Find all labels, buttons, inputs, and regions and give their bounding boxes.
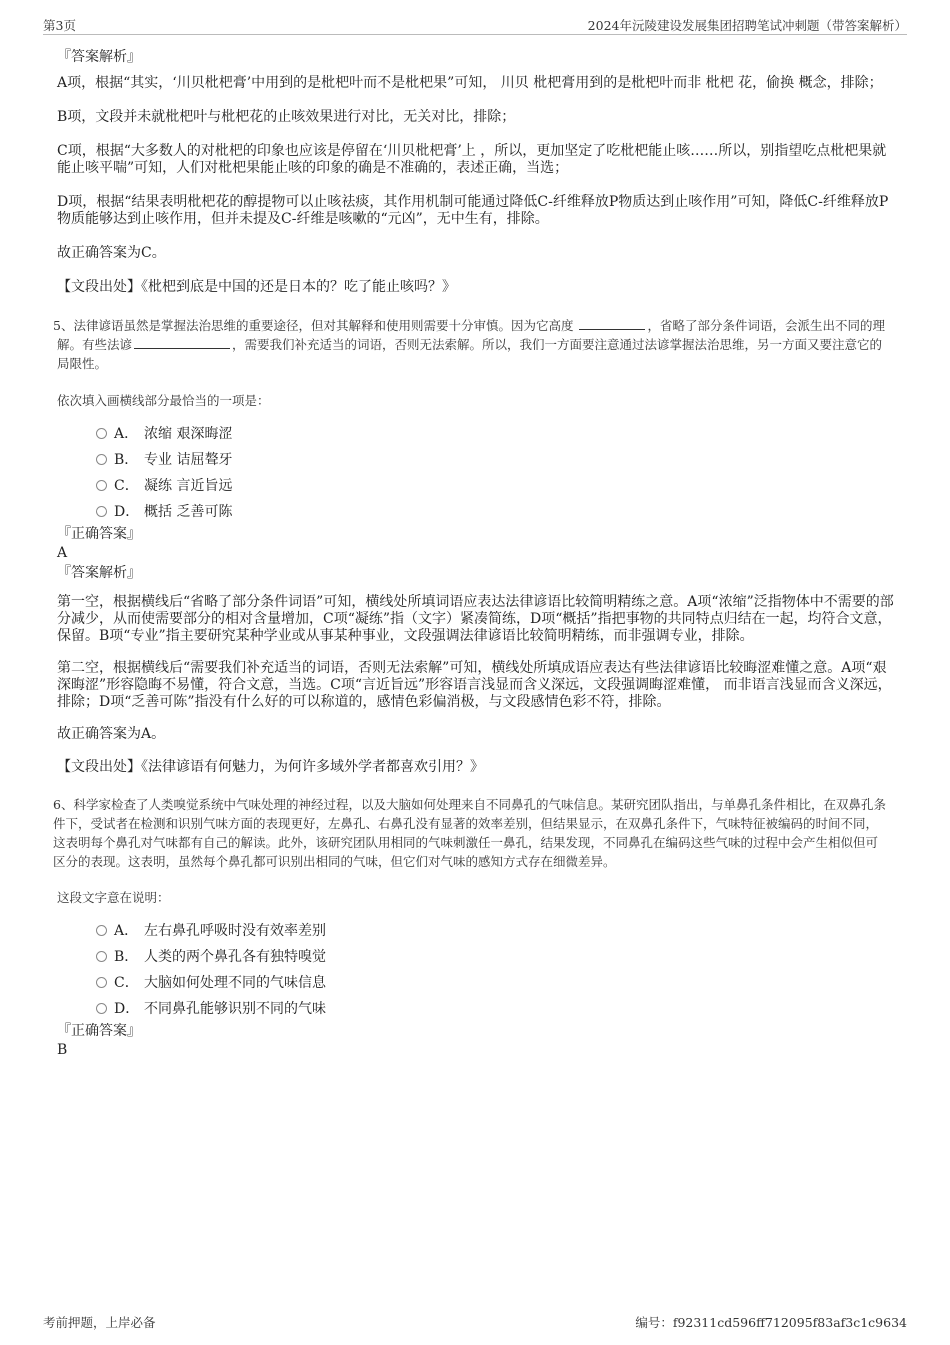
q5-blank-1 (579, 318, 645, 330)
q5-stem (53, 316, 894, 373)
q6-option-b[interactable]: B． 人类的两个鼻孔各有独特嗅觉 (57, 947, 894, 973)
q6-answer-label: 『正确答案』 (57, 1023, 141, 1039)
q6-option-d[interactable]: D． 不同鼻孔能够识别不同的气味 (57, 999, 894, 1025)
page-content (53, 47, 894, 1059)
q5-option-b[interactable]: B． 专业 诘屈聱牙 (57, 450, 894, 476)
footer-slogan: 考前押题，上岸必备 (43, 1315, 156, 1330)
page-number: 第3页 (43, 18, 76, 33)
q5-answer-label: 『正确答案』 (57, 526, 141, 542)
q5-blank-2 (134, 337, 230, 349)
q5-analysis-2: 第二空，根据横线后“需要我们补充适当的词语，否则无法索解”可知，横线处所填成语应表达有些法律谚语比较晦涩难懂之意。A项“艰深晦涩”形容隐晦不易懂，符合文意，当选。C项“言近旨远”形容语言浅显而含义深远，文段强调晦涩难懂， 而非语言浅显而含义深远，排除；D项“乏善可陈”指没有什么好的可以称道的，感情色彩偏消极，与文段感情色彩不符，排除。 (57, 660, 892, 710)
q6-options (57, 921, 894, 1025)
q5-prompt: 依次填入画横线部分最恰当的一项是： (57, 393, 270, 408)
radio-button-icon[interactable] (96, 977, 107, 988)
q4-conclusion: 故正确答案为C。 (57, 245, 166, 261)
q5-stem-part2: ，省略了部分条件词语，会派生出不同的理解。有些法谚 (57, 318, 885, 352)
radio-button-icon[interactable] (96, 454, 107, 465)
q5-conclusion: 故正确答案为A。 (57, 726, 166, 742)
q4-analysis-b: B项，文段并未就枇杷叶与枇杷花的止咳效果进行对比，无关对比，排除； (57, 109, 516, 125)
q5-source: 【文段出处】《法律谚语有何魅力，为何许多域外学者都喜欢引用？》 (57, 759, 484, 775)
q4-analysis-c: C项，根据“大多数人的对枇杷的印象也应该是停留在‘川贝枇杷膏’上 ，所以，更加坚定了吃枇杷能止咳……所以，别指望吃点枇杷果就能止咳平喘”可知，人们对枇杷果能止咳的印象的确是不准确的，表述正确，当选； (57, 143, 887, 176)
q4-analysis-d: D项，根据“结果表明枇杷花的醇提物可以止咳祛痰，其作用机制可能通过降低C-纤维释放P物质达到止咳作用”可知，降低C-纤维释放P物质能够达到止咳作用，但并未提及C-纤维是咳嗽的“元凶”，无中生有，排除。 (57, 194, 889, 227)
q5-analysis-label: 『答案解析』 (57, 565, 141, 581)
radio-button-icon[interactable] (96, 506, 107, 517)
q5-options (57, 424, 894, 528)
radio-button-icon[interactable] (96, 951, 107, 962)
q6-option-c[interactable]: C． 大脑如何处理不同的气味信息 (57, 973, 894, 999)
q6-option-a[interactable]: A． 左右鼻孔呼吸时没有效率差别 (57, 921, 894, 947)
page-header (43, 14, 907, 35)
q6-stem: 6、科学家检查了人类嗅觉系统中气味处理的神经过程，以及大脑如何处理来自不同鼻孔的气味信息。某研究团队指出，与单鼻孔条件相比，在双鼻孔条件下，受试者在检测和识别气味方面的表现更好，左鼻孔、右鼻孔没有显著的效率差别，但结果显示，在双鼻孔条件下，气味特征被编码的时间不同，这表明每个鼻孔对气味都有自己的解读。此外，该研究团队用相同的气味刺激任一鼻孔，结果发现，不同鼻孔在编码这些气味的过程中会产生相似但可区分的表现。这表明，虽然每个鼻孔都可识别出相同的气味，但它们对气味的感知方式存在细微差异。 (53, 797, 886, 869)
radio-button-icon[interactable] (96, 1003, 107, 1014)
page-footer (43, 1313, 907, 1333)
q5-stem-part3: ，需要我们补充适当的词语，否则无法索解。所以，我们一方面要注意通过法谚掌握法治思维，另一方面又要注意它的局限性。 (57, 337, 883, 371)
q5-option-a[interactable]: A． 浓缩 艰深晦涩 (57, 424, 894, 450)
q5-option-c[interactable]: C． 凝练 言近旨远 (57, 476, 894, 502)
q4-source: 【文段出处】《枇杷到底是中国的还是日本的？吃了能止咳吗？》 (57, 279, 456, 295)
q6-prompt: 这段文字意在说明： (57, 890, 170, 905)
q5-answer: A (57, 545, 68, 561)
q5-analysis-1: 第一空，根据横线后“省略了部分条件词语”可知，横线处所填词语应表达法律谚语比较简明精练之意。A项“浓缩”泛指物体中不需要的部分减少，从而使需要部分的相对含量增加，C项“凝练”指（文字）紧凑简练，D项“概括”指把事物的共同特点归结在一起，均符合文意，保留。B项“专业”指主要研究某种学业或从事某种事业，文段强调法律谚语比较简明精练，而非强调专业，排除。 (57, 594, 894, 644)
q4-analysis-label: 『答案解析』 (57, 49, 141, 65)
radio-button-icon[interactable] (96, 428, 107, 439)
document-title: 2024年沅陵建设发展集团招聘笔试冲刺题（带答案解析） (587, 18, 907, 33)
q4-analysis-a: A项，根据“其实，‘川贝枇杷膏’中用到的是枇杷叶而不是枇杷果”可知， 川贝 枇杷膏用到的是枇杷叶而非 枇杷 花，偷换 概念，排除； (57, 75, 883, 91)
q6-answer: B (57, 1042, 68, 1058)
q5-option-d[interactable]: D． 概括 乏善可陈 (57, 502, 894, 528)
radio-button-icon[interactable] (96, 925, 107, 936)
document-code: 编号：f92311cd596ff712095f83af3c1c9634 (635, 1315, 907, 1330)
q5-stem-part1: 5、法律谚语虽然是掌握法治思维的重要途径，但对其解释和使用则需要十分审慎。因为它高度 (53, 318, 574, 333)
radio-button-icon[interactable] (96, 480, 107, 491)
